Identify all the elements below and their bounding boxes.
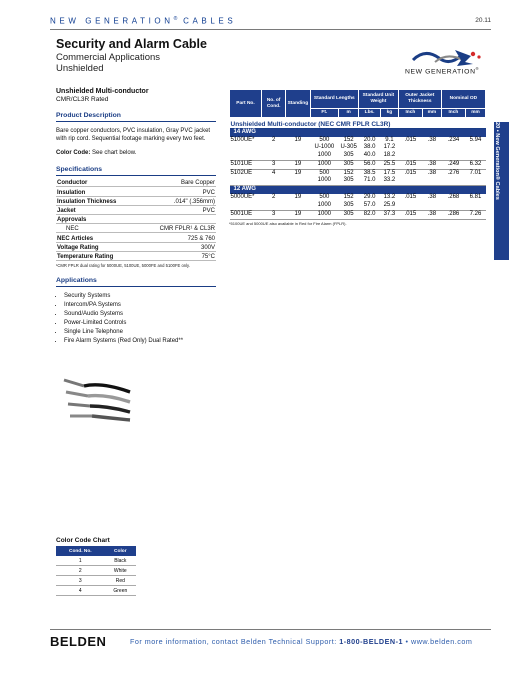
jacket-inch: .015 — [398, 210, 422, 219]
od-inch: .286 — [441, 210, 465, 219]
conductor-count: 3 — [261, 210, 285, 219]
header-unit-weight: Standard Unit Weight — [359, 90, 399, 109]
header-no-cond: No. of Cond. — [261, 90, 285, 118]
weight-kg: 17.5 33.2 — [381, 170, 399, 186]
spec-value: .014" (.356mm) — [139, 196, 216, 205]
spec-value: 725 & 760 — [139, 233, 216, 242]
description-text: Bare copper conductors, PVC insulation, Gray PVC jacket with rip cord. Sequential footage marking every two feet. — [56, 128, 211, 143]
header-kg: kg — [381, 109, 399, 118]
awg-label: 12 AWG — [230, 186, 486, 195]
header-jacket-thickness: Outer Jacket Thickness — [398, 90, 441, 109]
color-code-row — [56, 566, 136, 576]
part-number: 5101UE — [230, 160, 262, 169]
header-nominal-od: Nominal OD — [441, 90, 485, 109]
spec-row — [56, 178, 216, 187]
header-mm-jacket: mm — [423, 109, 442, 118]
application-item: • Fire Alarm Systems (Red Only) Dual Rated** — [64, 337, 216, 346]
spec-value — [139, 214, 216, 223]
footer-contact: For more information, contact Belden Technical Support: 1-800-BELDEN-1 • www.belden.com — [130, 637, 473, 646]
length-m: 152 305 — [339, 194, 359, 210]
weight-lbs: 20.0 38.0 40.0 — [359, 137, 381, 160]
weight-kg: 25.5 — [381, 160, 399, 169]
od-inch: .268 — [441, 194, 465, 210]
color-header: Color — [105, 546, 136, 556]
cond-color: Red — [105, 576, 136, 586]
spec-row — [56, 196, 216, 205]
page-number: 20.11 — [475, 17, 491, 24]
cond-no-header: Cond. No. — [56, 546, 105, 556]
table-row — [230, 170, 486, 186]
weight-lbs: 29.0 57.0 — [359, 194, 381, 210]
jacket-inch: .015 — [398, 160, 422, 169]
spec-row — [56, 242, 216, 251]
jacket-mm: .38 — [423, 137, 442, 160]
side-tab-label: 20 • New Generation® Cables — [494, 122, 500, 200]
left-column — [56, 88, 216, 346]
spec-key: Conductor — [56, 178, 139, 187]
stranding: 19 — [286, 137, 310, 160]
jacket-mm: .38 — [423, 170, 442, 186]
header-stranding: Standing — [286, 90, 310, 118]
awg-group-row — [230, 129, 486, 138]
length-m: 305 — [339, 160, 359, 169]
spec-value: CMR FPLR¹ & CL3R — [139, 224, 216, 233]
jacket-inch: .015 — [398, 137, 422, 160]
header-ft: Ft. — [310, 109, 339, 118]
support-phone[interactable]: 1-800-BELDEN-1 — [339, 637, 403, 646]
belden-logo: BELDEN — [50, 634, 107, 649]
series-header: NEW GENERATION® CABLES — [50, 16, 237, 26]
color-code-row — [56, 586, 136, 596]
weight-kg: 9.1 17.2 18.2 — [381, 137, 399, 160]
product-table-wrapper — [229, 89, 486, 226]
spec-key: Jacket — [56, 205, 139, 214]
od-mm: 5.94 — [466, 137, 486, 160]
awg-label: 14 AWG — [230, 129, 486, 138]
weight-kg: 13.2 25.9 — [381, 194, 399, 210]
length-ft: 1000 — [310, 160, 339, 169]
conductor-count: 2 — [261, 194, 285, 210]
specifications-table — [56, 178, 216, 261]
weight-lbs: 56.0 — [359, 160, 381, 169]
color-code-row — [56, 556, 136, 566]
conductor-count: 4 — [261, 170, 285, 186]
application-item: • Sound/Audio Systems — [64, 310, 216, 319]
cond-color: Black — [105, 556, 136, 566]
application-item: • Single Line Telephone — [64, 328, 216, 337]
spec-key: Voltage Rating — [56, 242, 139, 251]
od-mm: 6.81 — [466, 194, 486, 210]
cond-number: 2 — [56, 566, 105, 576]
stranding: 19 — [286, 210, 310, 219]
spec-key: Temperature Rating — [56, 251, 139, 260]
cond-color: White — [105, 566, 136, 576]
spec-row — [56, 251, 216, 260]
length-m: 152 U-305 305 — [339, 137, 359, 160]
header-std-lengths: Standard Lengths — [310, 90, 359, 109]
weight-lbs: 82.0 — [359, 210, 381, 219]
spec-row — [56, 224, 216, 233]
cond-number: 4 — [56, 586, 105, 596]
length-m: 305 — [339, 210, 359, 219]
spec-row — [56, 187, 216, 196]
od-inch: .249 — [441, 160, 465, 169]
spec-value: 300V — [139, 242, 216, 251]
header-divider — [50, 29, 491, 30]
od-inch: .276 — [441, 170, 465, 186]
spec-value: PVC — [139, 187, 216, 196]
table-row — [230, 137, 486, 160]
application-item: • Security Systems — [64, 292, 216, 301]
table-row — [230, 160, 486, 169]
spec-row — [56, 214, 216, 223]
cond-number: 1 — [56, 556, 105, 566]
product-title: Unshielded Multi-conductor — [56, 88, 149, 95]
od-inch: .234 — [441, 137, 465, 160]
logo-text: NEW GENERATION® — [405, 66, 480, 76]
cond-color: Green — [105, 586, 136, 596]
stranding: 19 — [286, 160, 310, 169]
length-ft: 500 1000 — [310, 194, 339, 210]
page-subtitle-secondary: Unshielded — [56, 63, 104, 74]
od-mm: 7.01 — [466, 170, 486, 186]
color-code-chart — [56, 537, 136, 596]
color-code-chart-title: Color Code Chart — [56, 537, 110, 544]
spec-value: 75°C — [139, 251, 216, 260]
length-ft: 500 U-1000 1000 — [310, 137, 339, 160]
length-ft: 500 1000 — [310, 170, 339, 186]
stranding: 19 — [286, 194, 310, 210]
part-number: 5001UE — [230, 210, 262, 219]
od-mm: 6.32 — [466, 160, 486, 169]
weight-lbs: 38.5 71.0 — [359, 170, 381, 186]
application-item: • Intercom/PA Systems — [64, 301, 216, 310]
header-m: m — [339, 109, 359, 118]
table-row — [230, 210, 486, 219]
jacket-inch: .015 — [398, 170, 422, 186]
stranding: 19 — [286, 170, 310, 186]
part-number: 5102UE — [230, 170, 262, 186]
footer-divider — [50, 629, 491, 630]
spec-key: Approvals — [56, 214, 139, 223]
applications-list — [56, 292, 216, 346]
description-heading: Product Description — [56, 112, 216, 122]
spec-key: NEC — [56, 224, 139, 233]
part-number: 5000UE* — [230, 194, 262, 210]
spec-key: NEC Articles — [56, 233, 139, 242]
conductor-count: 3 — [261, 160, 285, 169]
application-item: • Power-Limited Controls — [64, 319, 216, 328]
length-ft: 1000 — [310, 210, 339, 219]
spec-value: Bare Copper — [139, 178, 216, 187]
product-table — [229, 89, 486, 220]
awg-group-row — [230, 186, 486, 195]
od-mm: 7.26 — [466, 210, 486, 219]
jacket-mm: .38 — [423, 160, 442, 169]
spec-value: PVC — [139, 205, 216, 214]
specifications-footnote: ¹CMR FPLR dual rating for 5000UE, 5100UE, 5000FE and 5100FE only. — [56, 262, 190, 268]
jacket-inch: .015 — [398, 194, 422, 210]
cond-number: 3 — [56, 576, 105, 586]
specifications-heading: Specifications — [56, 166, 216, 176]
color-code-table — [56, 546, 136, 596]
weight-kg: 37.3 — [381, 210, 399, 219]
page-subtitle: Commercial Applications — [56, 52, 161, 63]
spec-row — [56, 205, 216, 214]
cable-illustration — [62, 372, 132, 424]
length-m: 152 305 — [339, 170, 359, 186]
color-code-note: Color Code: See chart below. — [56, 149, 137, 156]
color-code-row — [56, 576, 136, 586]
spec-key: Insulation Thickness — [56, 196, 139, 205]
applications-heading: Applications — [56, 277, 216, 287]
conductor-count: 2 — [261, 137, 285, 160]
table-section-title: Unshielded Multi-conductor (NEC CMR FPLR CL3R) — [230, 118, 486, 129]
header-inch-od: Inch — [441, 109, 465, 118]
header-mm-od: mm — [466, 109, 486, 118]
part-number: 5100UE* — [230, 137, 262, 160]
spec-key: Insulation — [56, 187, 139, 196]
page-title: Security and Alarm Cable — [56, 37, 207, 51]
table-footnote: *5100UE and 5000UE also available in Red for Fire Alarm (FPLR). — [229, 221, 347, 227]
jacket-mm: .38 — [423, 210, 442, 219]
website-link[interactable]: www.belden.com — [411, 637, 473, 646]
header-inch-jacket: Inch — [398, 109, 422, 118]
product-rating: CMR/CL3R Rated — [56, 96, 109, 103]
jacket-mm: .38 — [423, 194, 442, 210]
spec-row — [56, 233, 216, 242]
table-row — [230, 194, 486, 210]
header-part-no: Part No. — [230, 90, 262, 118]
header-lbs: Lbs. — [359, 109, 381, 118]
